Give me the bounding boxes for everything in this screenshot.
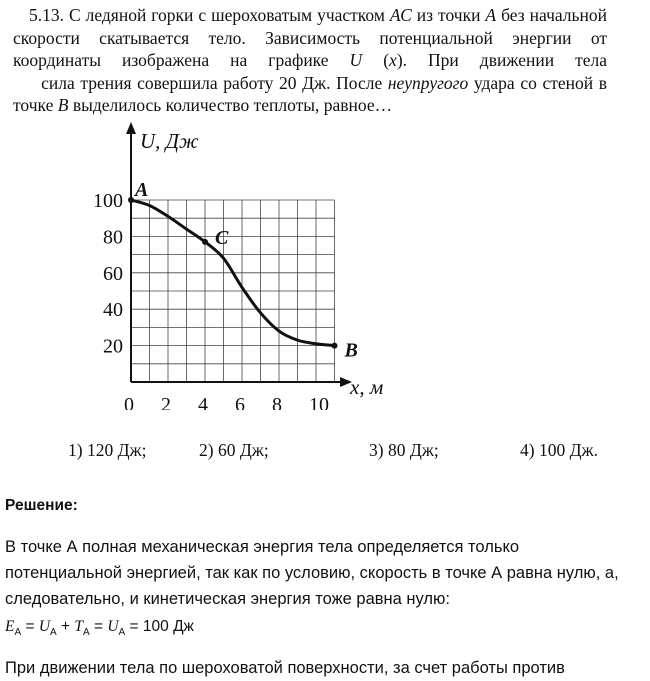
x-tick-label: 6 <box>235 394 245 410</box>
x-tick-label: 2 <box>161 394 171 410</box>
y-axis-arrow <box>126 122 136 134</box>
problem-text: 5.13. С ледяной горки с шероховатым участком <box>29 5 390 25</box>
problem-text: удара со стеной в точке <box>13 72 607 115</box>
answer-option-2: 2) 60 Дж; <box>199 440 269 460</box>
point-a: А <box>485 5 497 25</box>
potential-energy-graph <box>0 118 420 410</box>
x-axis-label: x, м <box>350 375 384 399</box>
solution-paragraph-1: В точке А полная механическая энергия тела определяется только потенциальной энергией, так как по условию, скорость в точке А равна нулю, а, следовательно, и кинетическая энергия тоже равна нулю: <box>5 538 619 608</box>
eq-sub: A <box>118 627 126 639</box>
eq-e: E <box>5 618 15 635</box>
point-b-label: B <box>344 339 358 362</box>
eq-t: T <box>74 618 83 635</box>
problem-text: из точки <box>411 5 486 25</box>
point-c-label: C <box>215 226 229 249</box>
point-c-marker <box>202 239 208 245</box>
y-tick-label: 60 <box>103 262 123 285</box>
energy-equation: $E_A = U_A + T_A = U_A = 100$ Дж <box>5 618 194 639</box>
eq-sub: A <box>82 627 90 639</box>
eq-value: 100 <box>142 618 169 635</box>
eq-u: U <box>38 618 51 635</box>
answer-option-1: 1) 120 Дж; <box>68 440 147 460</box>
problem-text: без начальной скорости скатывается тело. Зависимость потенциальной энергии от координаты изображена на графике <box>13 5 607 70</box>
eq-sub: A <box>14 627 22 639</box>
problem-statement <box>13 4 607 117</box>
point-a-marker <box>128 197 134 203</box>
point-a-label: A <box>135 179 149 201</box>
solution-heading: Решение: <box>5 497 78 514</box>
grid <box>131 200 335 382</box>
problem-text: сила трения совершила работу 20 Дж. После <box>13 72 388 93</box>
problem-text: выделилось количество теплоты, равное… <box>68 95 393 115</box>
y-tick-label: 100 <box>93 190 123 212</box>
labels <box>93 179 358 410</box>
y-tick-label: 80 <box>103 226 123 249</box>
point-b-marker <box>332 343 338 349</box>
segment-ac: АС <box>389 5 412 25</box>
y-axis-label: U, Дж <box>140 129 199 153</box>
inelastic-word: неупругого <box>387 72 469 93</box>
eq-u: U <box>107 618 119 635</box>
var-x: x <box>389 50 397 70</box>
x-tick-label: 10 <box>309 394 329 410</box>
answer-option-4: 4) 100 Дж. <box>520 440 598 460</box>
var-u: U <box>349 50 363 70</box>
problem-text: ). При движении тела <box>396 50 607 70</box>
point-b: В <box>57 95 69 115</box>
answer-options <box>0 440 650 466</box>
problem-text: ( <box>362 50 390 70</box>
y-tick-label: 20 <box>103 335 123 358</box>
answer-option-3: 3) 80 Дж; <box>369 440 439 460</box>
solution-paragraph-2: При движении тела по шероховатой поверхности, за счет работы против <box>5 659 565 677</box>
x-tick-label: 0 <box>124 394 134 410</box>
x-tick-label: 8 <box>272 394 282 410</box>
y-tick-label: 40 <box>103 299 123 322</box>
eq-unit: Дж <box>173 618 194 635</box>
x-tick-label: 4 <box>198 394 208 410</box>
eq-sub: A <box>50 627 57 639</box>
